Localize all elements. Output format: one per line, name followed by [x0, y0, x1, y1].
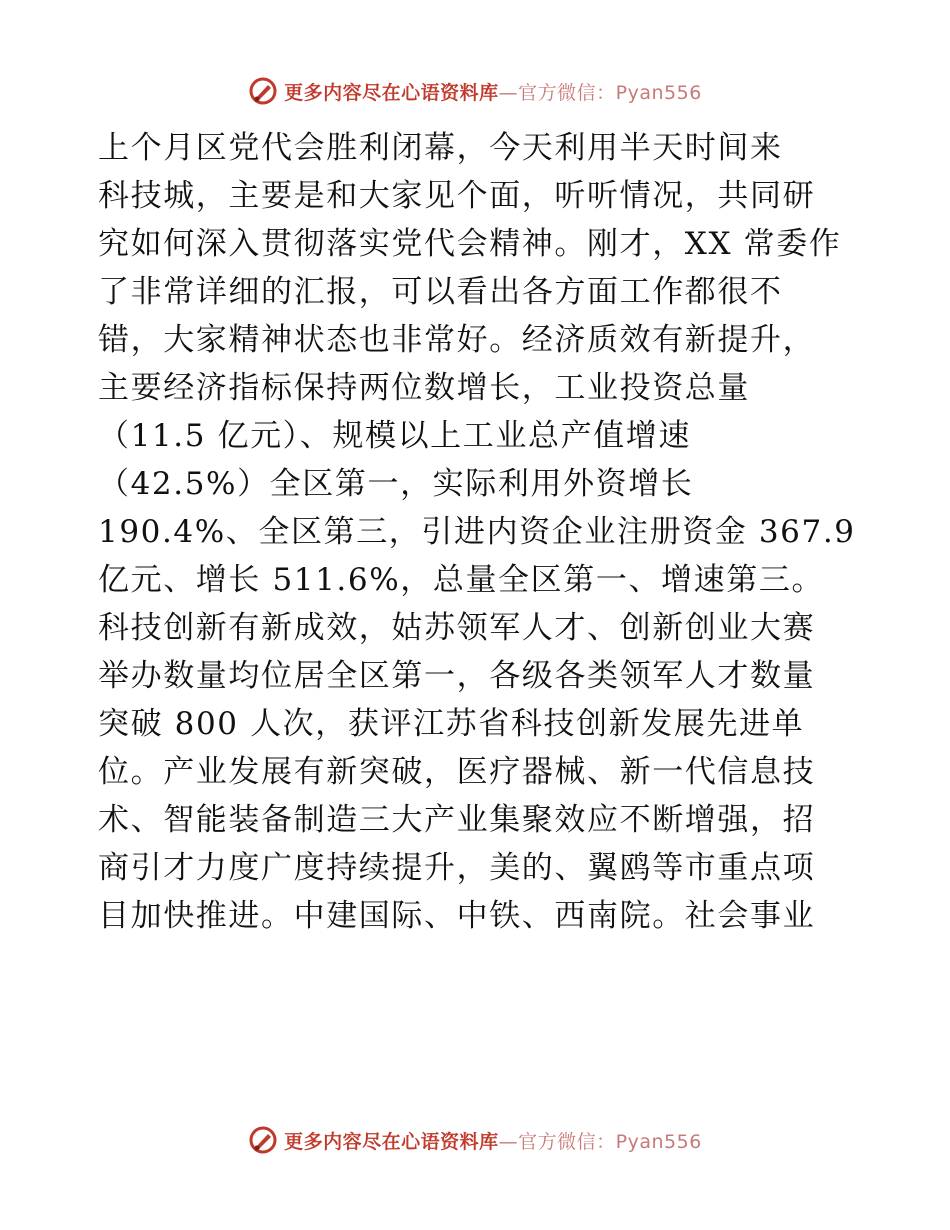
footer-banner [0, 1120, 950, 1160]
body-line: 亿元、增长 511.6%，总量全区第一、增速第三。 [98, 562, 825, 598]
body-line: 了非常详细的汇报，可以看出各方面工作都很不 [98, 274, 783, 310]
document-body [98, 124, 868, 940]
body-line: 举办数量均位居全区第一，各级各类领军人才数量 [98, 658, 816, 694]
brush-logo-icon [248, 76, 278, 106]
body-line: 错，大家精神状态也非常好。经济质效有新提升， [98, 322, 816, 358]
body-line: 190.4%、全区第三，引进内资企业注册资金 367.9 [98, 514, 856, 550]
body-line: 科技创新有新成效，姑苏领军人才、创新创业大赛 [98, 610, 816, 646]
body-line: 术、智能装备制造三大产业集聚效应不断增强，招 [98, 802, 816, 838]
body-line: 究如何深入贯彻落实党代会精神。刚才，XX 常委作 [98, 226, 842, 262]
header-banner [0, 71, 950, 111]
body-line: 商引才力度广度持续提升，美的、翼鸥等市重点项 [98, 850, 816, 886]
body-line: 位。产业发展有新突破，医疗器械、新一代信息技 [98, 754, 816, 790]
body-line: 主要经济指标保持两位数增长，工业投资总量 [98, 370, 750, 406]
footer-banner-text [284, 1127, 702, 1154]
body-line: 突破 800 人次，获评江苏省科技创新发展先进单 [98, 706, 805, 742]
footer-banner-rest: —官方微信：Pyan556 [498, 1130, 702, 1153]
body-line: 上个月区党代会胜利闭幕，今天利用半天时间来 [98, 130, 783, 166]
header-banner-text [284, 78, 702, 105]
footer-banner-lead: 更多内容尽在心语资料库 [284, 1130, 499, 1153]
header-banner-rest: —官方微信：Pyan556 [498, 81, 702, 104]
body-line: 目加快推进。中建国际、中铁、西南院。社会事业 [98, 898, 816, 934]
body-line: （42.5%）全区第一，实际利用外资增长 [98, 466, 694, 502]
brush-logo-icon [248, 1125, 278, 1155]
body-line: 科技城，主要是和大家见个面，听听情况，共同研 [98, 178, 816, 214]
header-banner-lead: 更多内容尽在心语资料库 [284, 81, 499, 104]
body-line: （11.5 亿元）、规模以上工业总产值增速 [98, 418, 691, 454]
